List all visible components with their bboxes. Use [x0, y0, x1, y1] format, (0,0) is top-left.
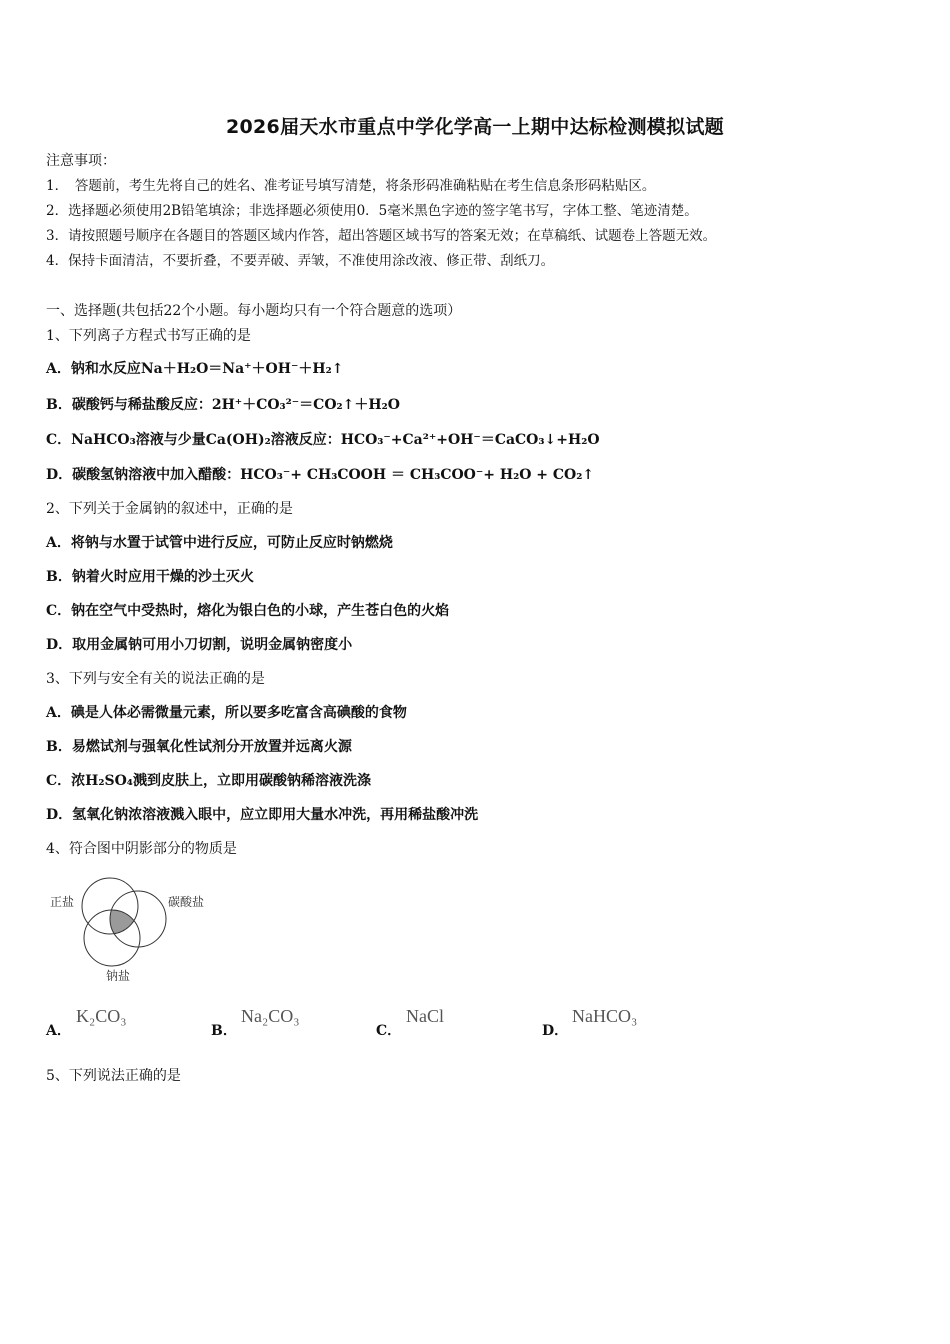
option-formula: Na₂CO₃: [241, 1006, 300, 1026]
question-1-option-c: C．NaHCO₃溶液与少量Ca(OH)₂溶液反应：HCO₃⁻+Ca²⁺+OH⁻＝CaCO₃↓+H₂O: [46, 432, 600, 448]
option-formula: NaHCO₃: [572, 1006, 638, 1026]
question-5-stem: 5、下列说法正确的是: [46, 1068, 181, 1084]
option-letter: C．: [376, 1023, 402, 1039]
option-formula: NaCl: [406, 1006, 444, 1026]
question-3-option-d: D．氢氧化钠浓溶液溅入眼中，应立即用大量水冲洗，再用稀盐酸冲洗: [46, 807, 479, 823]
venn-label-bottom: 钠盐: [106, 969, 131, 983]
question-4-options: [46, 1006, 666, 1040]
circle-normal-salt: [82, 878, 138, 934]
question-2-stem: 2、下列关于金属钠的叙述中，正确的是: [46, 501, 293, 517]
question-1-option-d: D．碳酸氢钠溶液中加入醋酸：HCO₃⁻+ CH₃COOH ＝ CH₃COO⁻+ H₂O + CO₂↑: [46, 467, 595, 483]
question-3-option-a: A．碘是人体必需微量元素，所以要多吃富含高碘酸的食物: [46, 705, 407, 721]
question-2-option-c: C．钠在空气中受热时，熔化为银白色的小球，产生苍白色的火焰: [46, 603, 450, 619]
option-letter: D．: [542, 1023, 569, 1039]
venn-label-right: 碳酸盐: [168, 895, 205, 909]
page-title: 2026届天水市重点中学化学高一上期中达标检测模拟试题: [226, 116, 724, 138]
option-letter: B．: [211, 1023, 237, 1039]
option-formula: K₂CO₃: [76, 1006, 127, 1026]
question-1-stem: 1、下列离子方程式书写正确的是: [46, 328, 251, 344]
notice-item: 4．保持卡面清洁，不要折叠，不要弄破、弄皱，不准使用涂改液、修正带、刮纸刀。: [46, 253, 555, 269]
question-3-option-c: C．浓H₂SO₄溅到皮肤上，立即用碳酸钠稀溶液洗涤: [46, 773, 371, 789]
notice-item: 3．请按照题号顺序在各题目的答题区域内作答，超出答题区域书写的答案无效；在草稿纸、试题卷上答题无效。: [46, 228, 717, 244]
option-letter: A．: [46, 1023, 71, 1039]
question-2-option-b: B．钠着火时应用干燥的沙土灭火: [46, 569, 254, 585]
question-1-option-b: B．碳酸钙与稀盐酸反应：2H⁺＋CO₃²⁻＝CO₂↑＋H₂O: [46, 397, 400, 413]
venn-diagram: [46, 872, 216, 984]
notice-item: 2．选择题必须使用2B铅笔填涂；非选择题必须使用0．5毫米黑色字迹的签字笔书写，字体工整、笔迹清楚。: [46, 203, 698, 219]
question-4-stem: 4、符合图中阴影部分的物质是: [46, 841, 237, 857]
question-2-option-d: D．取用金属钠可用小刀切割，说明金属钠密度小: [46, 637, 353, 653]
section-heading: 一、选择题(共包括22个小题。每小题均只有一个符合题意的选项）: [46, 303, 462, 319]
question-2-option-a: A．将钠与水置于试管中进行反应，可防止反应时钠燃烧: [46, 535, 393, 551]
question-3-stem: 3、下列与安全有关的说法正确的是: [46, 671, 265, 687]
question-3-option-b: B．易燃试剂与强氧化性试剂分开放置并远离火源: [46, 739, 352, 755]
question-1-option-a: A．钠和水反应Na＋H₂O＝Na⁺＋OH⁻＋H₂↑: [46, 361, 344, 377]
notice-item: 1． 答题前，考生先将自己的姓名、准考证号填写清楚，将条形码准确粘贴在考生信息条形码粘贴区。: [46, 178, 656, 194]
venn-label-left: 正盐: [50, 895, 75, 909]
notice-heading: 注意事项：: [46, 153, 116, 169]
